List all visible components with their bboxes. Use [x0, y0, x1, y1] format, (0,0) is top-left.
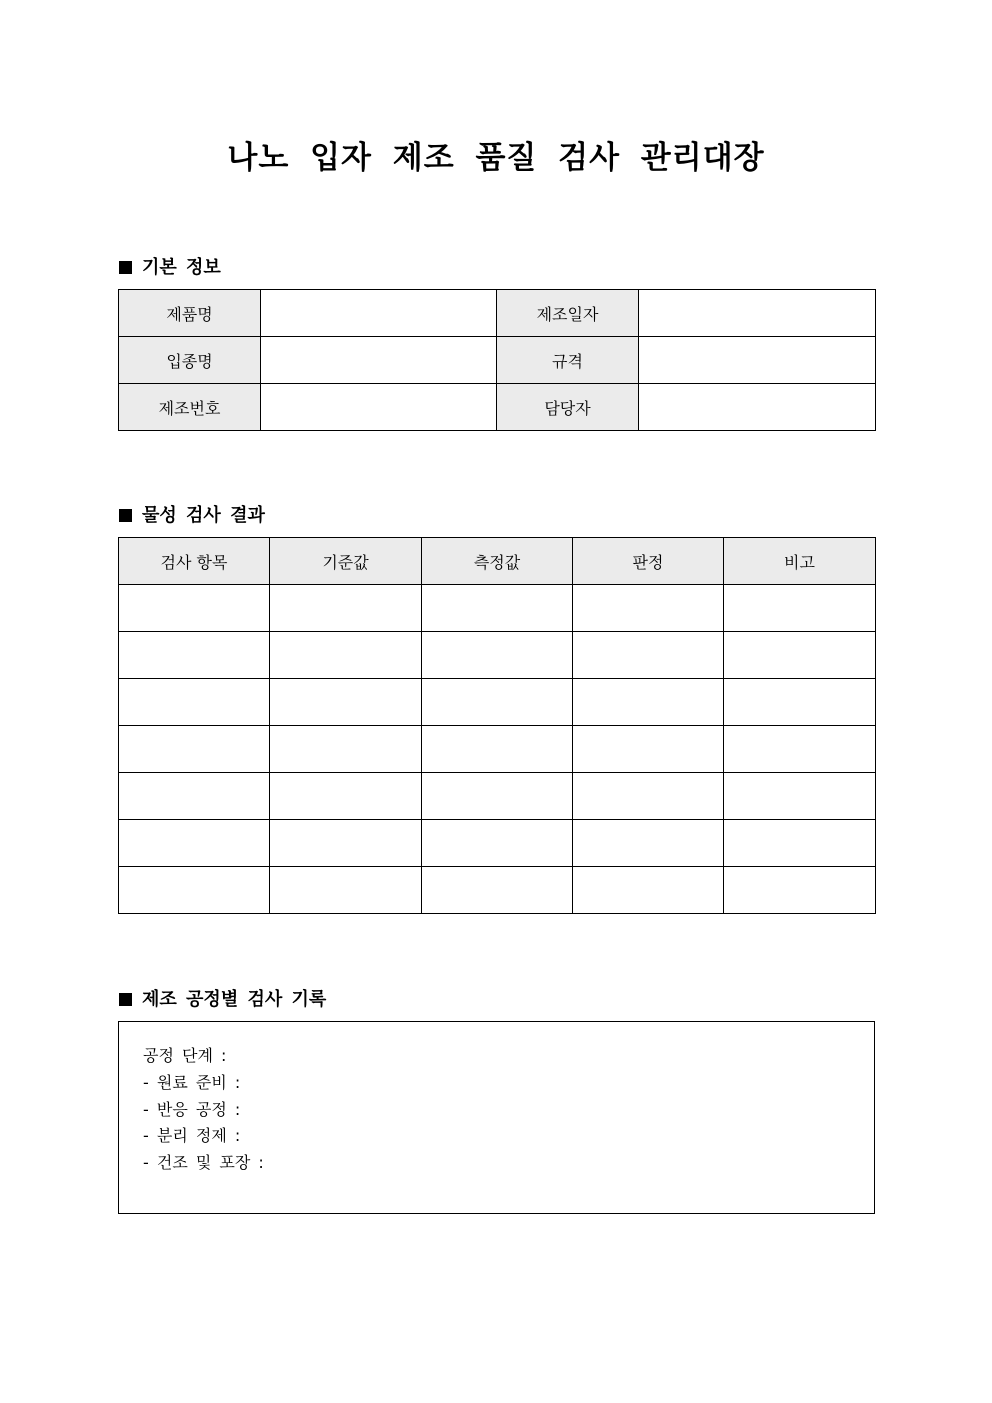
table-cell[interactable] [573, 726, 724, 773]
process-step-line: - 원료 준비 : [143, 1073, 241, 1092]
column-header: 검사 항목 [119, 538, 270, 585]
table-cell[interactable] [573, 867, 724, 914]
column-header: 비고 [724, 538, 876, 585]
table-cell[interactable] [422, 632, 573, 679]
table-row [119, 820, 876, 867]
table-row [119, 585, 876, 632]
table-cell[interactable] [724, 679, 876, 726]
column-header: 판정 [573, 538, 724, 585]
table-cell[interactable] [422, 867, 573, 914]
section-heading-label: 제조 공정별 검사 기록 [142, 989, 327, 1010]
table-cell[interactable] [573, 585, 724, 632]
section-heading-label: 물성 검사 결과 [142, 505, 265, 526]
table-cell[interactable] [270, 585, 422, 632]
table-row [119, 679, 876, 726]
field-label: 담당자 [497, 384, 639, 431]
table-cell[interactable] [270, 867, 422, 914]
field-label: 입종명 [119, 337, 261, 384]
table-cell[interactable] [119, 867, 270, 914]
table-cell[interactable] [119, 820, 270, 867]
table-cell[interactable] [119, 773, 270, 820]
square-bullet-icon [119, 993, 132, 1006]
column-header: 기준값 [270, 538, 422, 585]
process-step-line: - 반응 공정 : [143, 1100, 241, 1119]
table-row [119, 632, 876, 679]
table-cell[interactable] [573, 632, 724, 679]
section-heading-label: 기본 정보 [142, 257, 221, 278]
table-cell[interactable] [270, 632, 422, 679]
manufacture-date-field[interactable] [639, 290, 876, 337]
table-cell[interactable] [573, 773, 724, 820]
type-name-field[interactable] [261, 337, 497, 384]
basic-info-table [118, 289, 876, 431]
section-heading-basic-info [119, 253, 221, 279]
field-label: 제조번호 [119, 384, 261, 431]
table-cell[interactable] [573, 820, 724, 867]
manager-field[interactable] [639, 384, 876, 431]
table-cell[interactable] [724, 867, 876, 914]
process-step-line: 공정 단계 : [143, 1046, 227, 1065]
table-cell[interactable] [573, 679, 724, 726]
column-header: 측정값 [422, 538, 573, 585]
table-cell[interactable] [119, 585, 270, 632]
square-bullet-icon [119, 261, 132, 274]
table-cell[interactable] [724, 726, 876, 773]
lot-number-field[interactable] [261, 384, 497, 431]
process-record-box[interactable] [118, 1021, 875, 1214]
table-header-row [119, 538, 876, 585]
table-cell[interactable] [422, 820, 573, 867]
table-row [119, 773, 876, 820]
table-row [119, 290, 876, 337]
field-label: 제품명 [119, 290, 261, 337]
table-cell[interactable] [422, 585, 573, 632]
page-title: 나노 입자 제조 품질 검사 관리대장 [227, 140, 765, 176]
table-row [119, 867, 876, 914]
table-cell[interactable] [422, 726, 573, 773]
section-heading-property-test [119, 501, 265, 527]
spec-field[interactable] [639, 337, 876, 384]
table-cell[interactable] [422, 773, 573, 820]
field-label: 규격 [497, 337, 639, 384]
table-cell[interactable] [724, 632, 876, 679]
table-row [119, 384, 876, 431]
property-test-table [118, 537, 876, 914]
field-label: 제조일자 [497, 290, 639, 337]
table-cell[interactable] [422, 679, 573, 726]
table-cell[interactable] [119, 632, 270, 679]
product-name-field[interactable] [261, 290, 497, 337]
process-step-line: - 건조 및 포장 : [143, 1153, 264, 1172]
table-cell[interactable] [270, 820, 422, 867]
table-cell[interactable] [119, 679, 270, 726]
table-cell[interactable] [724, 585, 876, 632]
table-cell[interactable] [119, 726, 270, 773]
table-row [119, 726, 876, 773]
table-cell[interactable] [270, 726, 422, 773]
process-step-line: - 분리 정제 : [143, 1126, 241, 1145]
table-cell[interactable] [270, 773, 422, 820]
table-cell[interactable] [724, 773, 876, 820]
square-bullet-icon [119, 509, 132, 522]
table-cell[interactable] [724, 820, 876, 867]
table-cell[interactable] [270, 679, 422, 726]
section-heading-process-record [119, 985, 326, 1011]
table-row [119, 337, 876, 384]
